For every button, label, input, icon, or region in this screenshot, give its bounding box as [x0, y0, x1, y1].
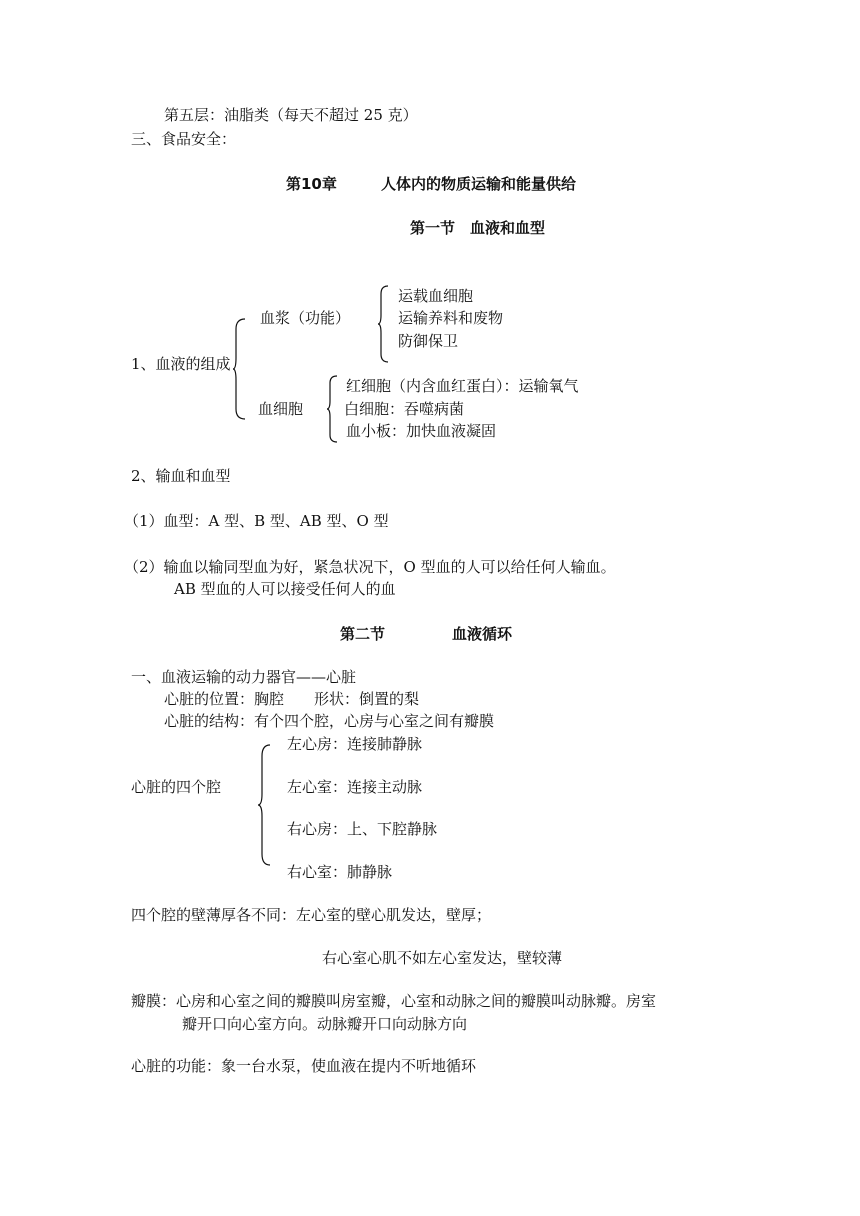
- heart-chamber-item: 左心室：连接主动脉: [287, 778, 423, 796]
- text-line-fats: 第五层：油脂类（每天不超过 25 克）: [164, 106, 418, 124]
- section-heading-title: 血液循环: [452, 625, 513, 643]
- section-heading-blood-and-types: 第一节 血液和血型: [410, 219, 546, 237]
- heart-structure-line: 心脏的结构：有个四个腔，心房与心室之间有瓣膜: [164, 712, 495, 730]
- chapter-title: 人体内的物质运输和能量供给: [381, 175, 577, 193]
- heart-chamber-item: 左心房：连接肺静脉: [287, 735, 423, 753]
- valve-line: 瓣开口向心室方向。动脉瓣开口向动脉方向: [182, 1015, 468, 1033]
- transfusion-rule-line: （2）输血以输同型血为好，紧急状况下，O 型血的人可以给任何人输血。: [124, 558, 616, 576]
- blood-types-line: （1）血型：A 型、B 型、AB 型、O 型: [124, 512, 389, 530]
- blood-cell-item: 血小板：加快血液凝固: [346, 422, 497, 440]
- brace-plasma-functions: [377, 285, 391, 363]
- plasma-item: 运输养料和废物: [398, 309, 504, 327]
- heart-chamber-item: 右心室：肺静脉: [287, 863, 393, 881]
- wall-thickness-line: 右心室心肌不如左心室发达，壁较薄: [322, 949, 563, 967]
- transfusion-heading: 2、输血和血型: [131, 467, 231, 485]
- brace-blood-composition: [232, 318, 248, 420]
- heart-chamber-item: 右心房：上、下腔静脉: [287, 820, 438, 838]
- blood-cell-item: 白细胞：吞噬病菌: [344, 400, 465, 418]
- heart-part-title: 一、血液运输的动力器官——心脏: [131, 668, 357, 686]
- valve-line: 瓣膜：心房和心室之间的瓣膜叫房室瓣，心室和动脉之间的瓣膜叫动脉瓣。房室: [131, 992, 657, 1010]
- blood-composition-label: 1、血液的组成: [131, 355, 231, 373]
- heart-function-line: 心脏的功能：象一台水泵，使血液在提内不听地循环: [131, 1057, 477, 1075]
- blood-cells-label: 血细胞: [258, 400, 304, 418]
- heart-chambers-label: 心脏的四个腔: [131, 778, 222, 796]
- transfusion-rule-line: AB 型血的人可以接受任何人的血: [174, 580, 396, 598]
- chapter-number: 第10章: [286, 175, 337, 193]
- plasma-label: 血浆（功能）: [260, 309, 351, 327]
- brace-heart-chambers: [257, 744, 273, 866]
- section-heading-number: 第二节: [340, 625, 386, 643]
- blood-cell-item: 红细胞（内含血红蛋白）：运输氧气: [346, 377, 579, 395]
- brace-blood-cells: [326, 375, 340, 443]
- plasma-item: 防御保卫: [398, 332, 459, 350]
- heart-position-line: 心脏的位置：胸腔 形状：倒置的梨: [164, 690, 420, 708]
- wall-thickness-line: 四个腔的壁薄厚各不同：左心室的壁心肌发达，壁厚；: [131, 906, 492, 924]
- plasma-item: 运载血细胞: [398, 287, 474, 305]
- text-line-food-safety: 三、食品安全：: [131, 130, 237, 148]
